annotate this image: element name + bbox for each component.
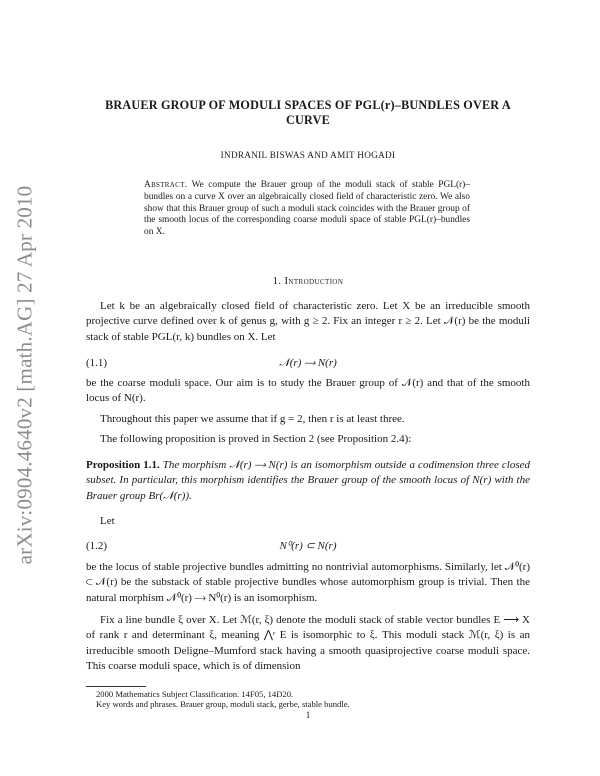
equation-label: (1.1)	[86, 357, 108, 369]
footnote-rule	[86, 686, 146, 687]
page-number: 1	[305, 710, 311, 720]
section-number: 1.	[272, 276, 282, 287]
paragraph-line-bundle: Fix a line bundle ξ over X. Let ℳ(r, ξ) denote the moduli stack of stable vector bundles E ⟶ X of rank r and determinant ξ, meaning ⋀ʳ E is isomorphic to ξ. This moduli stack ℳ(r, ξ) is an irreducible smooth Deligne–Mumford stack having a smooth quasiprojective coarse moduli space. This coarse moduli space, which is of dimension	[86, 614, 530, 672]
equation-body: 𝒩(r) ⟶ N(r)	[279, 357, 337, 369]
arxiv-stamp	[8, 170, 42, 580]
equation-1-2	[86, 538, 530, 554]
equation-body: N⁰(r) ⊂ N(r)	[279, 540, 337, 552]
equation-label: (1.2)	[86, 540, 108, 552]
paper-authors: INDRANIL BISWAS AND AMIT HOGADI	[220, 150, 396, 160]
abstract	[144, 180, 470, 239]
paper-title: BRAUER GROUP OF MODULI SPACES OF PGL(r)–BUNDLES OVER A CURVE	[105, 98, 511, 127]
paragraph-let: Let	[100, 515, 115, 527]
abstract-text: We compute the Brauer group of the moduli stack of stable PGL(r)–bundles on a curve X over an algebraically closed field of characteristic zero. We also show that this Brauer group of such a moduli stack coincides with the Brauer group of the smooth locus of the corresponding coarse moduli space of stable PGL(r)–bundles on X.	[144, 180, 470, 238]
arxiv-stamp-text: arXiv:0904.4640v2 [math.AG] 27 Apr 2010	[12, 185, 37, 565]
footnote-keywords: Key words and phrases. Brauer group, moduli stack, gerbe, stable bundle.	[96, 699, 350, 709]
paragraph-assumption: Throughout this paper we assume that if g = 2, then r is at least three.	[100, 413, 405, 425]
proposition-head: Proposition 1.1.	[86, 459, 160, 471]
paragraph-coarse: be the coarse moduli space. Our aim is to study the Brauer group of 𝒩(r) and that of the smooth locus of N(r).	[86, 377, 530, 405]
abstract-label: Abstract.	[144, 180, 188, 190]
paragraph-intro: Let k be an algebraically closed field of characteristic zero. Let X be an irreducible smooth projective curve defined over k of genus g, with g ≥ 2. Fix an integer r ≥ 2. Let 𝒩(r) be the moduli stack of stable PGL(r, k) bundles on X. Let	[86, 300, 530, 343]
paragraph-following: The following proposition is proved in Section 2 (see Proposition 2.4):	[100, 433, 412, 445]
proposition-text: The morphism 𝒩(r) ⟶ N(r) is an isomorphism outside a codimension three closed subset. In particular, this morphism identifies the Brauer group of the smooth locus of N(r) with the Brauer group Br(𝒩(r)).	[86, 459, 531, 502]
equation-1-1	[86, 355, 530, 371]
proposition-1-1	[86, 458, 530, 504]
paragraph-locus: be the locus of stable projective bundles admitting no nontrivial automorphisms. Similarly, let 𝒩⁰(r) ⊂ 𝒩(r) be the substack of stable projective bundles whose automorphism group is trivial. Then the natural morphism 𝒩⁰(r) ⟶ N⁰(r) is an isomorphism.	[86, 561, 530, 604]
section-title: Introduction	[284, 276, 344, 287]
footnote-msc: 2000 Mathematics Subject Classification. 14F05, 14D20.	[96, 689, 294, 699]
section-heading	[86, 276, 530, 287]
